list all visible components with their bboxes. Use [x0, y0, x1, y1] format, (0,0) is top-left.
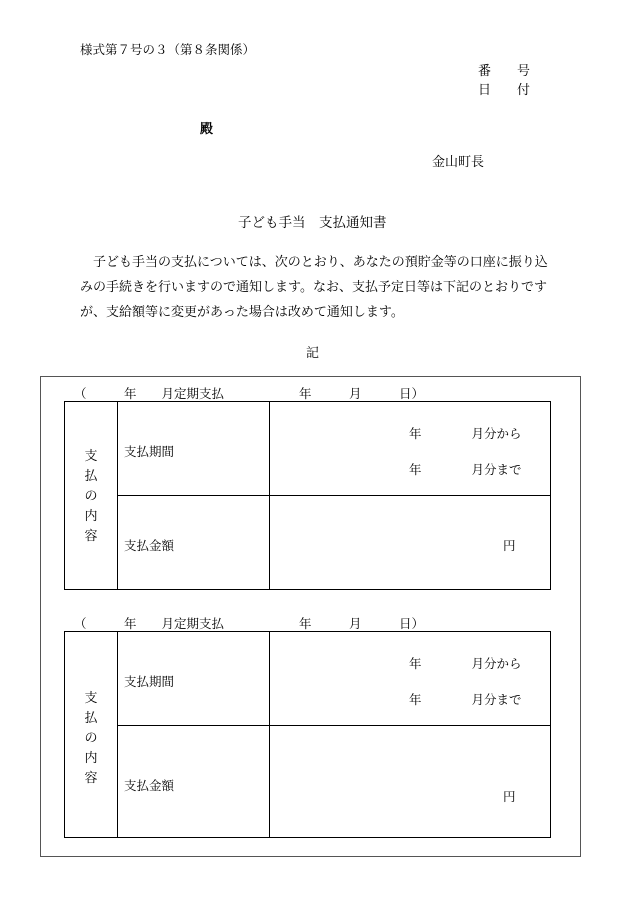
- document-date-label: 日 付: [478, 83, 531, 98]
- section-2-table: [64, 631, 551, 838]
- section-2-period-from: 年 月分から: [409, 656, 522, 671]
- section-1-period-to: 年 月分まで: [409, 462, 522, 477]
- section-1-period-from: 年 月分から: [409, 426, 522, 441]
- form-id: 様式第７号の３（第８条関係）: [80, 42, 256, 57]
- section-2-period-to: 年 月分まで: [409, 692, 522, 707]
- section-1-amount-unit: 円: [503, 538, 516, 553]
- section-2-period-label: 支払期間: [124, 674, 175, 689]
- section-2-side-label: 支 払 の 内 容: [84, 691, 98, 786]
- section-2-header: （ 年 月定期支払 年 月 日）: [74, 616, 425, 631]
- payment-details-frame: [40, 376, 581, 857]
- document-title: 子ども手当 支払通知書: [238, 215, 387, 231]
- section-2-amount-unit: 円: [503, 789, 516, 804]
- section-1-header: （ 年 月定期支払 年 月 日）: [74, 386, 425, 401]
- section-2-amount-label: 支払金額: [124, 778, 175, 793]
- section-1-amount-label: 支払金額: [124, 538, 175, 553]
- body-text: 子ども手当の支払については、次のとおり、あなたの預貯金等の口座に振り込みの手続きを行いますので通知します。なお、支払予定日等は下記のとおりですが、支給額等に変更があった場合は改めて通知します。: [80, 255, 548, 320]
- addressee-suffix: 殿: [200, 122, 214, 137]
- section-1-table: [64, 401, 551, 590]
- ki-heading: 記: [306, 346, 320, 361]
- issuer-name: 金山町長: [432, 155, 485, 170]
- section-1-period-label: 支払期間: [124, 444, 175, 459]
- document-number-label: 番 号: [478, 64, 531, 79]
- section-1-side-label: 支 払 の 内 容: [84, 449, 98, 544]
